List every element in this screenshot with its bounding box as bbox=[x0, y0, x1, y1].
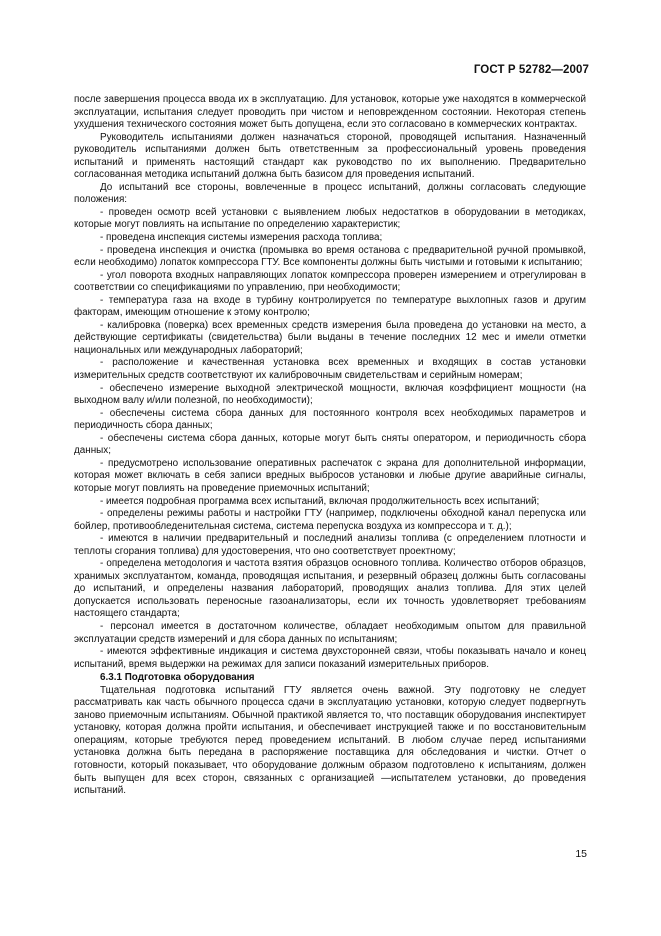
list-item: - имеются эффективные индикация и система двухсторонней связи, чтобы показывать начало и конец испытаний, время выдержки на режимах для записи показаний измерительных приборов. bbox=[74, 646, 586, 670]
list-item: - имеются в наличии предварительный и последний анализы топлива (с определением плотности и теплоты сгорания топлива) для удостоверения, что оно соответствует проектному; bbox=[74, 533, 586, 557]
list-item: - обеспечены система сбора данных для постоянного контроля всех необходимых параметров и периодичность сбора данных; bbox=[74, 407, 586, 432]
paragraph-continuation: после завершения процесса ввода их в эксплуатацию. Для установок, которые уже находятся в коммерческой эксплуатации, испытания следует проводить при чистом и неповрежденном состоянии. Некоторая степень ухудшения технического состояния может быть допущена, если это согласовано в коммерческих контрактах. bbox=[74, 94, 586, 131]
list-item: - калибровка (поверка) всех временных средств измерения была проведена до установки на место, а действующие сертификаты (свидетельства) были выданы в течение последних 12 мес и имели отметки национальных или международных лабораторий; bbox=[74, 319, 586, 356]
paragraph: Руководитель испытаниями должен назначаться стороной, проводящей испытания. Назначенный руководитель испытаниями должен быть ответственным за профессиональный уровень проведения испытаний и применять настоящий стандарт как руководство по их выполнению. Предварительно согласованная методика испытаний должна быть базисом для проведения испытаний. bbox=[74, 131, 586, 181]
list-item: - определена методология и частота взятия образцов основного топлива. Количество отборов образцов, хранимых эксплуатантом, команда, проводящая испытания, и резервный образец должны быть согласованы до испытаний, и определены названия лабораторий, проводящих анализ топлива. Для этих целей допускается использовать переносные газоанализаторы, если их точность удовлетворяет требованиям настоящего стандарта; bbox=[74, 558, 586, 620]
list-item: - определены режимы работы и настройки ГТУ (например, подключены обходной канал перепуска или бойлер, противообледенительная система, система перепуска воздуха из компрессора и т. д.); bbox=[74, 508, 586, 532]
document-code-header: ГОСТ Р 52782—2007 bbox=[473, 64, 589, 76]
page-number: 15 bbox=[575, 848, 587, 860]
section-heading: 6.3.1 Подготовка оборудования bbox=[100, 672, 255, 684]
list-item: - имеется подробная программа всех испытаний, включая продолжительность всех испытаний; bbox=[100, 495, 540, 507]
paragraph: До испытаний все стороны, вовлеченные в процесс испытаний, должны согласовать следующие положения: bbox=[74, 181, 586, 206]
list-item: - предусмотрено использование оперативных распечаток с экрана для дополнительной информации, которая может включать в себя записи вредных выбросов установки и любые другие аварийные сигналы, которые могут повлиять на проведение приемочных испытаний; bbox=[74, 457, 586, 494]
list-item: - угол поворота входных направляющих лопаток компрессора проверен измерением и отрегулирован в соответствии со спецификациями по управлению, при необходимости; bbox=[74, 269, 586, 294]
list-item: - проведена инспекция системы измерения расхода топлива; bbox=[100, 232, 383, 244]
section-paragraph: Тщательная подготовка испытаний ГТУ является очень важной. Эту подготовку не следует рассматривать как часть обычного процесса сдачи в эксплуатацию установки, которую следует подвергнуть заново приемочным испытаниям. Обычной практикой является то, что поставщик оборудования инспектирует установку, которая должна пройти испытания, и обеспечивает инструкцией также и по восстановительным операциям, которые требуются перед проведением испытаний. В любом случае перед испытаниями установка должна быть передана в распоряжение поставщика для обследования и чистки. Отчет о готовности, который показывает, что оборудование должным образом подготовлено к испытаниям, должен быть выпущен для всех сторон, связанных с организацией —испытателем установки, до проведения испытаний. bbox=[74, 684, 586, 797]
list-item: - расположение и качественная установка всех временных и входящих в состав установки измерительных средств соответствуют их калибровочным свидетельствам и серийным номерам; bbox=[74, 357, 586, 382]
document-body bbox=[74, 94, 586, 798]
list-item: - обеспечены система сбора данных, которые могут быть сняты оператором, и периодичность сбора данных; bbox=[74, 432, 586, 457]
list-item: - обеспечено измерение выходной электрической мощности, включая коэффициент мощности (на выходном валу и/или полезной, по необходимости); bbox=[74, 382, 586, 407]
list-item: - проведена инспекция и очистка (промывка во время останова с предварительной ручной промывкой, если необходимо) лопаток компрессора ГТУ. Все компоненты должны быть чистыми и готовыми к испытанию; bbox=[74, 244, 586, 269]
list-item: - персонал имеется в достаточном количестве, обладает необходимым опытом для правильной эксплуатации средств измерений и для сбора данных по испытаниям; bbox=[74, 620, 586, 645]
list-item: - проведен осмотр всей установки с выявлением любых недостатков в оборудовании в методиках, которые могут повлиять на испытание по определению характеристик; bbox=[74, 206, 586, 231]
list-item: - температура газа на входе в турбину контролируется по температуре выхлопных газов и другим факторам, имеющим отношение к этому контролю; bbox=[74, 294, 586, 319]
